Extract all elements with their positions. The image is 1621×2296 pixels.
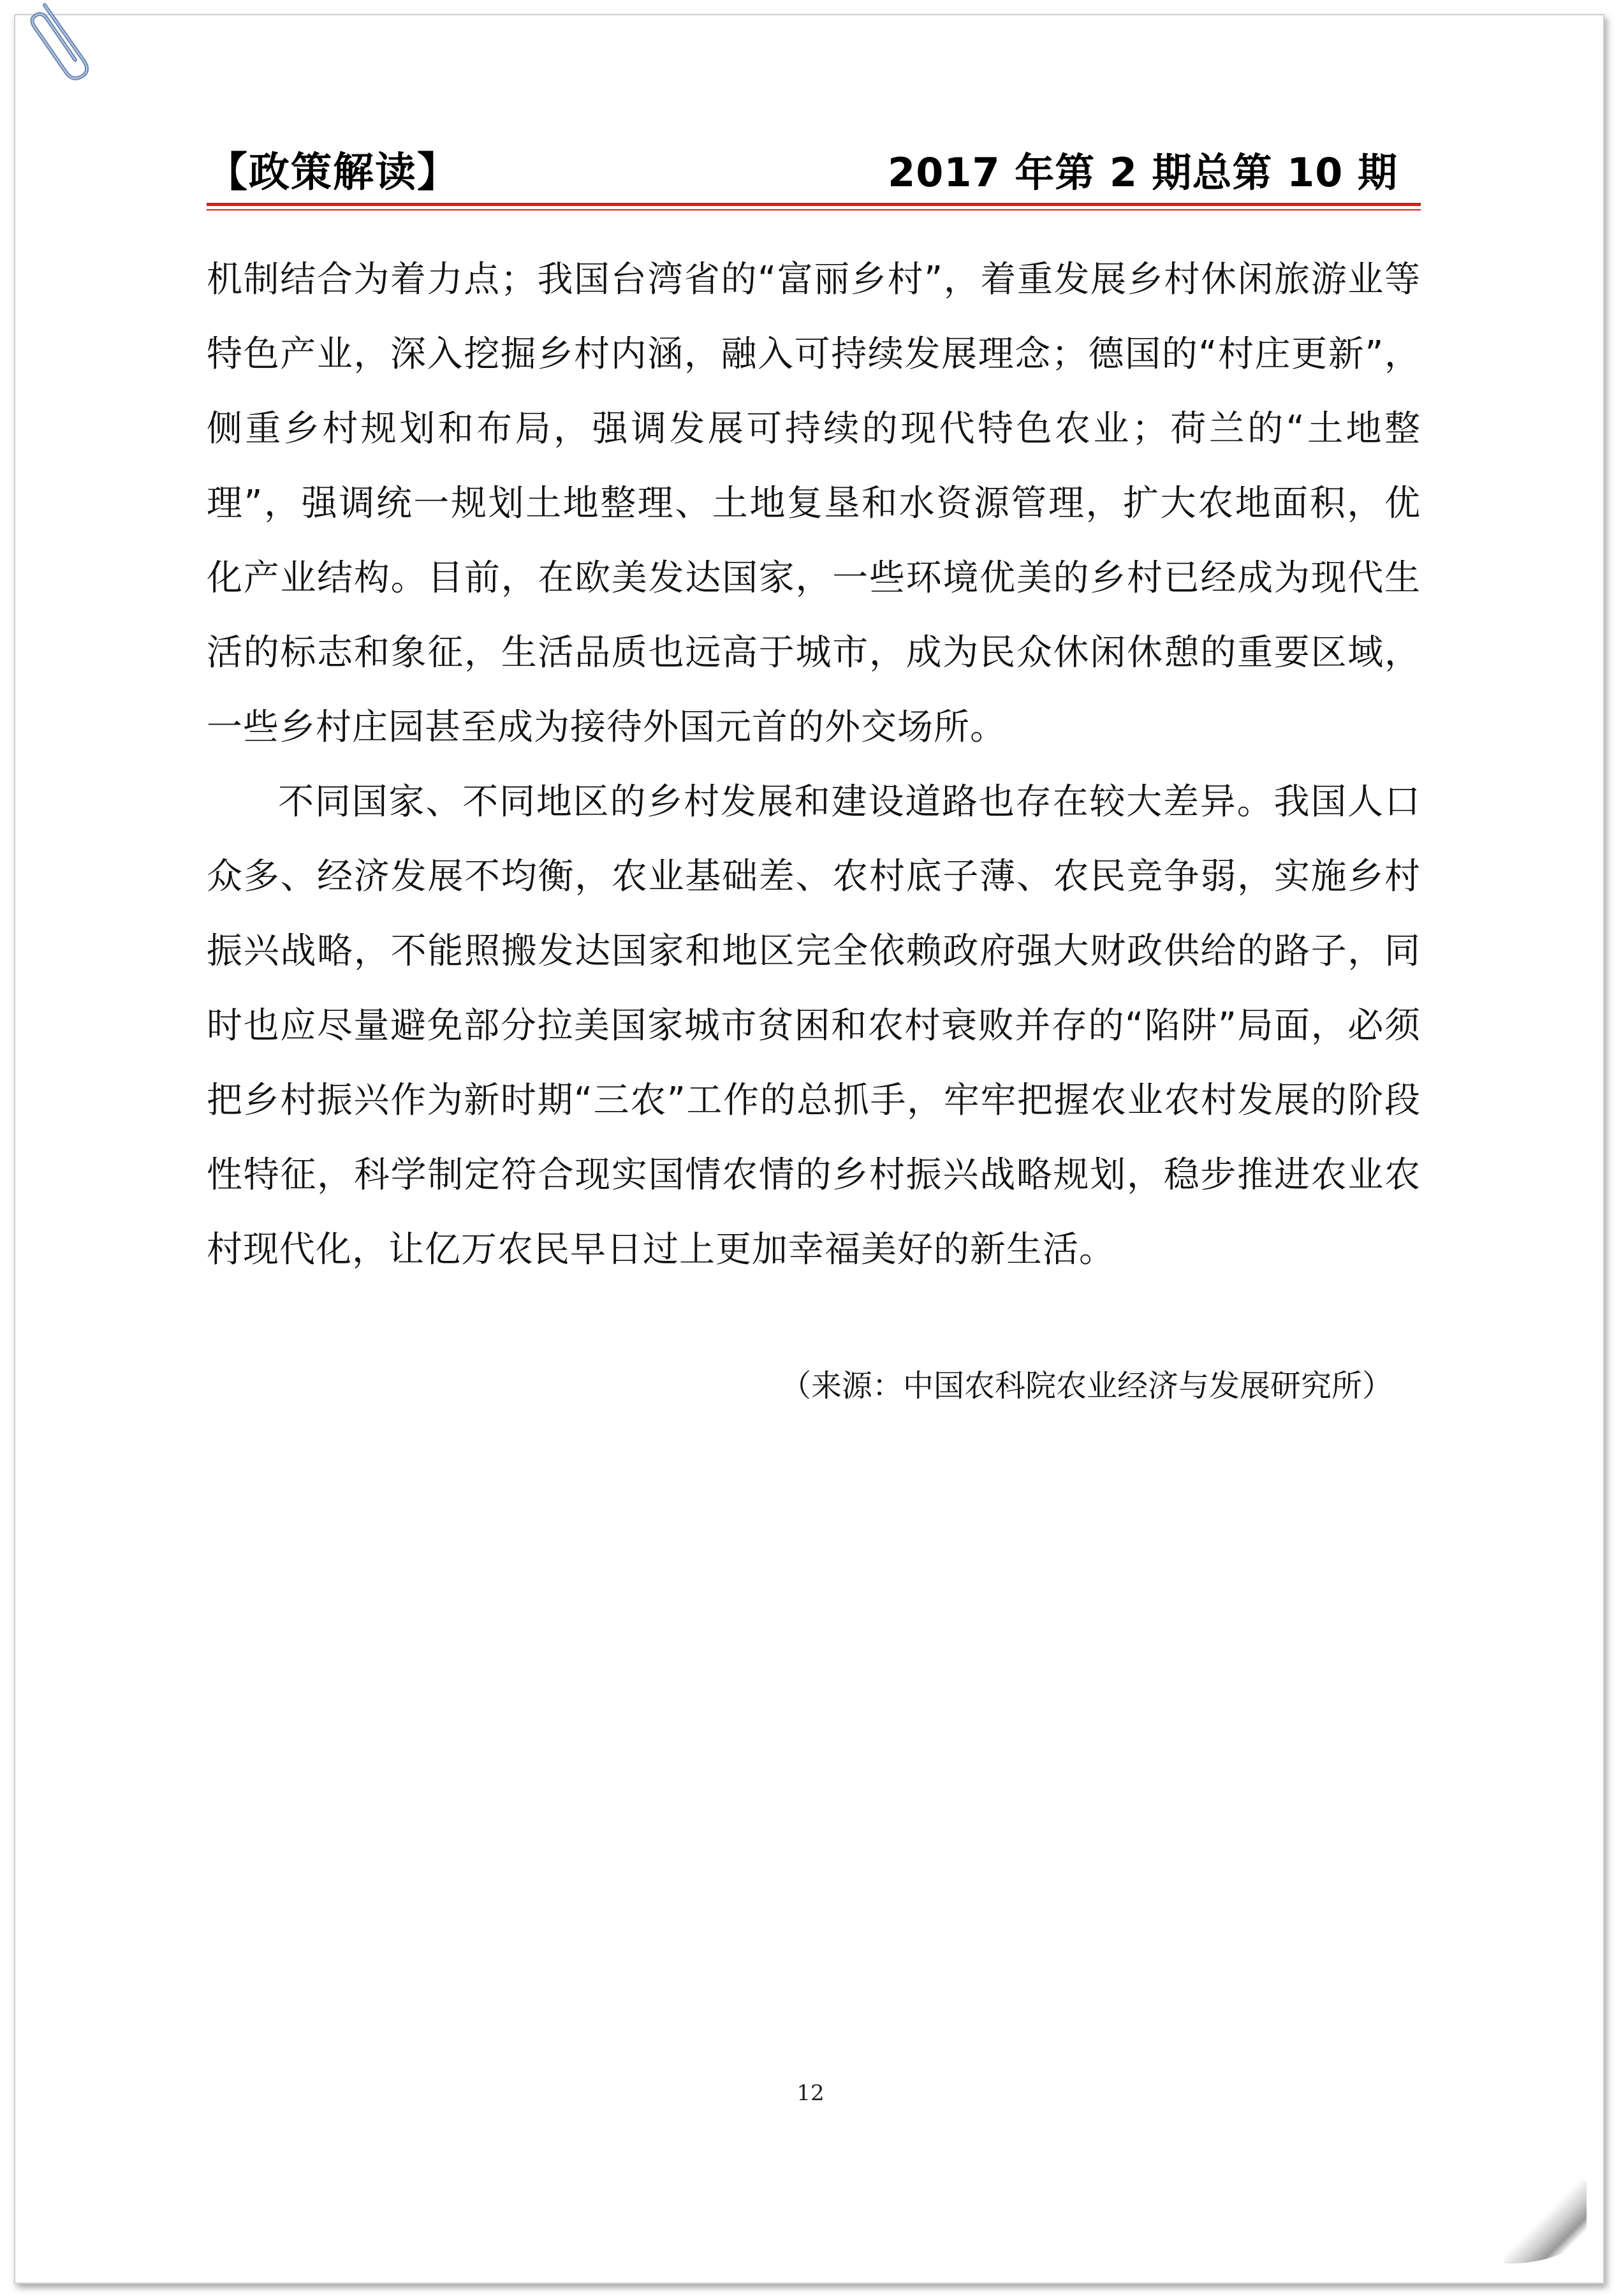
header-rule-thin (207, 209, 1421, 210)
paragraph: 不同国家、不同地区的乡村发展和建设道路也存在较大差异。我国人口众多、经济发展不均衡，农业基础差、农村底子薄、农民竞争弱，实施乡村振兴战略，不能照搬发达国家和地区完全依赖政府强大财政供给的路子，同时也应尽量避免部分拉美国家城市贫困和农村衰败并存的“陷阱”局面，必须把乡村振兴作为新时期“三农”工作的总抓手，牢牢把握农业农村发展的阶段性特征，科学制定符合现实国情农情的乡村振兴战略规划，稳步推进农业农村现代化，让亿万农民早日过上更加幸福美好的新生活。 (207, 781, 1421, 1270)
source-attribution: （来源：中国农科院农业经济与发展研究所） (780, 1368, 1393, 1404)
paragraph-continued: 机制结合为着力点；我国台湾省的“富丽乡村”，着重发展乡村休闲旅游业等特色产业，深入挖掘乡村内涵，融入可持续发展理念；德国的“村庄更新”，侧重乡村规划和布局，强调发展可持续的现代特色农业；荷兰的“土地整理”，强调统一规划土地整理、土地复垦和水资源管理，扩大农地面积，优化产业结构。目前，在欧美发达国家，一些环境优美的乡村已经成为现代生活的标志和象征，生活品质也远高于城市，成为民众休闲休憩的重要区域，一些乡村庄园甚至成为接待外国元首的外交场所。 (207, 259, 1421, 748)
section-title: 【政策解读】 (207, 149, 459, 196)
header-rule-thick (207, 203, 1421, 206)
page-number: 12 (796, 2080, 825, 2106)
page-curl-decoration (1504, 2181, 1587, 2263)
paperclip-icon (26, 0, 96, 83)
page-header (207, 145, 1421, 200)
article-body (207, 242, 1421, 1287)
issue-number: 2017 年第 2 期总第 10 期 (888, 149, 1398, 196)
